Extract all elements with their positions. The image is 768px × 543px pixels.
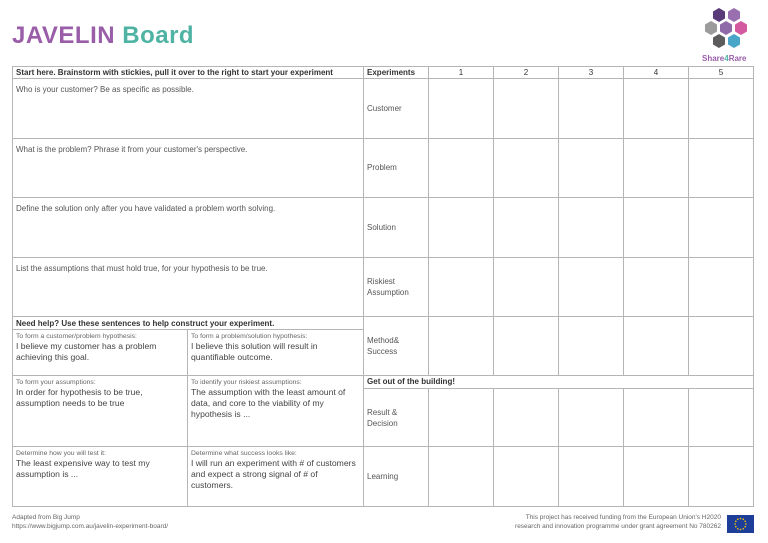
row-label-solution: Solution bbox=[364, 198, 429, 258]
experiment-cell[interactable] bbox=[494, 388, 559, 447]
row-label-method-success: Method& Success bbox=[364, 317, 429, 376]
hint-customer-problem: To form a customer/problem hypothesis: I believe my customer has a problem achieving this goal. bbox=[13, 330, 188, 375]
experiment-cell[interactable] bbox=[689, 388, 754, 447]
experiment-cell[interactable] bbox=[429, 79, 494, 139]
experiment-number: 1 bbox=[429, 67, 494, 79]
customer-prompt[interactable]: Who is your customer? Be as specific as possible. bbox=[13, 79, 364, 139]
experiment-cell[interactable] bbox=[429, 447, 494, 507]
experiment-cell[interactable] bbox=[689, 79, 754, 139]
hint-riskiest: To identify your riskiest assumptions: The assumption with the least amount of data, and core to the viability of my hypothesis is ... bbox=[188, 375, 364, 447]
hint-success: Determine what success looks like: I will run an experiment with # of customers and expect a strong signal of # of customers. bbox=[188, 447, 364, 507]
building-header: Get out of the building! bbox=[364, 375, 754, 388]
start-header: Start here. Brainstorm with stickies, pull it over to the right to start your experiment bbox=[13, 67, 364, 79]
experiment-cell[interactable] bbox=[429, 138, 494, 198]
experiment-cell[interactable] bbox=[689, 317, 754, 376]
row-label-customer: Customer bbox=[364, 79, 429, 139]
experiment-number: 2 bbox=[494, 67, 559, 79]
hint-problem-solution: To form a problem/solution hypothesis: I believe this solution will result in quantifiable outcome. bbox=[188, 330, 364, 375]
footer-funding: This project has received funding from the European Union's H2020 research and innovation programme under grant agreement No 780262 bbox=[515, 514, 721, 530]
experiment-cell[interactable] bbox=[624, 317, 689, 376]
experiment-cell[interactable] bbox=[494, 257, 559, 317]
footer-attribution: Adapted from Big Jump https://www.bigjump.com.au/javelin-experiment-board/ bbox=[12, 514, 169, 530]
experiment-cell[interactable] bbox=[624, 79, 689, 139]
experiment-cell[interactable] bbox=[559, 447, 624, 507]
hint-test: Determine how you will test it: The least expensive way to test my assumption is ... bbox=[13, 447, 188, 507]
logo-hex bbox=[713, 8, 725, 22]
experiment-cell[interactable] bbox=[494, 447, 559, 507]
logo-hex bbox=[713, 34, 725, 48]
experiment-cell[interactable] bbox=[559, 257, 624, 317]
experiment-cell[interactable] bbox=[689, 257, 754, 317]
row-label-result-decision: Result & Decision bbox=[364, 388, 429, 447]
experiment-cell[interactable] bbox=[559, 317, 624, 376]
experiment-cell[interactable] bbox=[624, 388, 689, 447]
experiment-cell[interactable] bbox=[429, 198, 494, 258]
row-label-problem: Problem bbox=[364, 138, 429, 198]
experiment-cell[interactable] bbox=[429, 317, 494, 376]
experiment-cell[interactable] bbox=[494, 317, 559, 376]
logo-hex bbox=[728, 34, 740, 48]
experiment-cell[interactable] bbox=[624, 447, 689, 507]
help-header: Need help? Use these sentences to help construct your experiment. bbox=[13, 317, 364, 330]
logo-text: Share4Rare bbox=[702, 54, 747, 63]
title-board: Board bbox=[122, 22, 195, 49]
logo-hex bbox=[728, 8, 740, 22]
row-label-riskiest-assumption: Riskiest Assumption bbox=[364, 257, 429, 317]
experiment-cell[interactable] bbox=[494, 138, 559, 198]
assumptions-prompt[interactable]: List the assumptions that must hold true, for your hypothesis to be true. bbox=[13, 257, 364, 317]
page-title bbox=[12, 22, 194, 50]
experiment-cell[interactable] bbox=[624, 138, 689, 198]
javelin-board bbox=[12, 66, 754, 507]
experiment-cell[interactable] bbox=[559, 198, 624, 258]
hint-assumptions: To form your assumptions: In order for hypothesis to be true, assumption needs to be true bbox=[13, 375, 188, 447]
eu-flag-icon bbox=[727, 515, 754, 533]
bigjump-link[interactable]: https://www.bigjump.com.au/javelin-experiment-board/ bbox=[12, 522, 169, 530]
solution-prompt[interactable]: Define the solution only after you have validated a problem worth solving. bbox=[13, 198, 364, 258]
problem-prompt[interactable]: What is the problem? Phrase it from your customer's perspective. bbox=[13, 138, 364, 198]
logo-hex bbox=[705, 21, 717, 35]
experiment-cell[interactable] bbox=[494, 198, 559, 258]
experiment-number: 5 bbox=[689, 67, 754, 79]
experiments-header: Experiments bbox=[364, 67, 429, 79]
experiment-cell[interactable] bbox=[624, 257, 689, 317]
experiment-cell[interactable] bbox=[494, 79, 559, 139]
experiment-number: 3 bbox=[559, 67, 624, 79]
logo-hex bbox=[720, 21, 732, 35]
experiment-cell[interactable] bbox=[624, 198, 689, 258]
experiment-cell[interactable] bbox=[559, 388, 624, 447]
experiment-number: 4 bbox=[624, 67, 689, 79]
experiment-cell[interactable] bbox=[689, 138, 754, 198]
experiment-cell[interactable] bbox=[689, 447, 754, 507]
experiment-cell[interactable] bbox=[559, 79, 624, 139]
title-javelin: JAVELIN bbox=[12, 22, 116, 49]
experiment-cell[interactable] bbox=[429, 388, 494, 447]
experiment-cell[interactable] bbox=[559, 138, 624, 198]
experiment-cell[interactable] bbox=[689, 198, 754, 258]
logo-hex bbox=[735, 21, 747, 35]
row-label-learning: Learning bbox=[364, 447, 429, 507]
experiment-cell[interactable] bbox=[429, 257, 494, 317]
